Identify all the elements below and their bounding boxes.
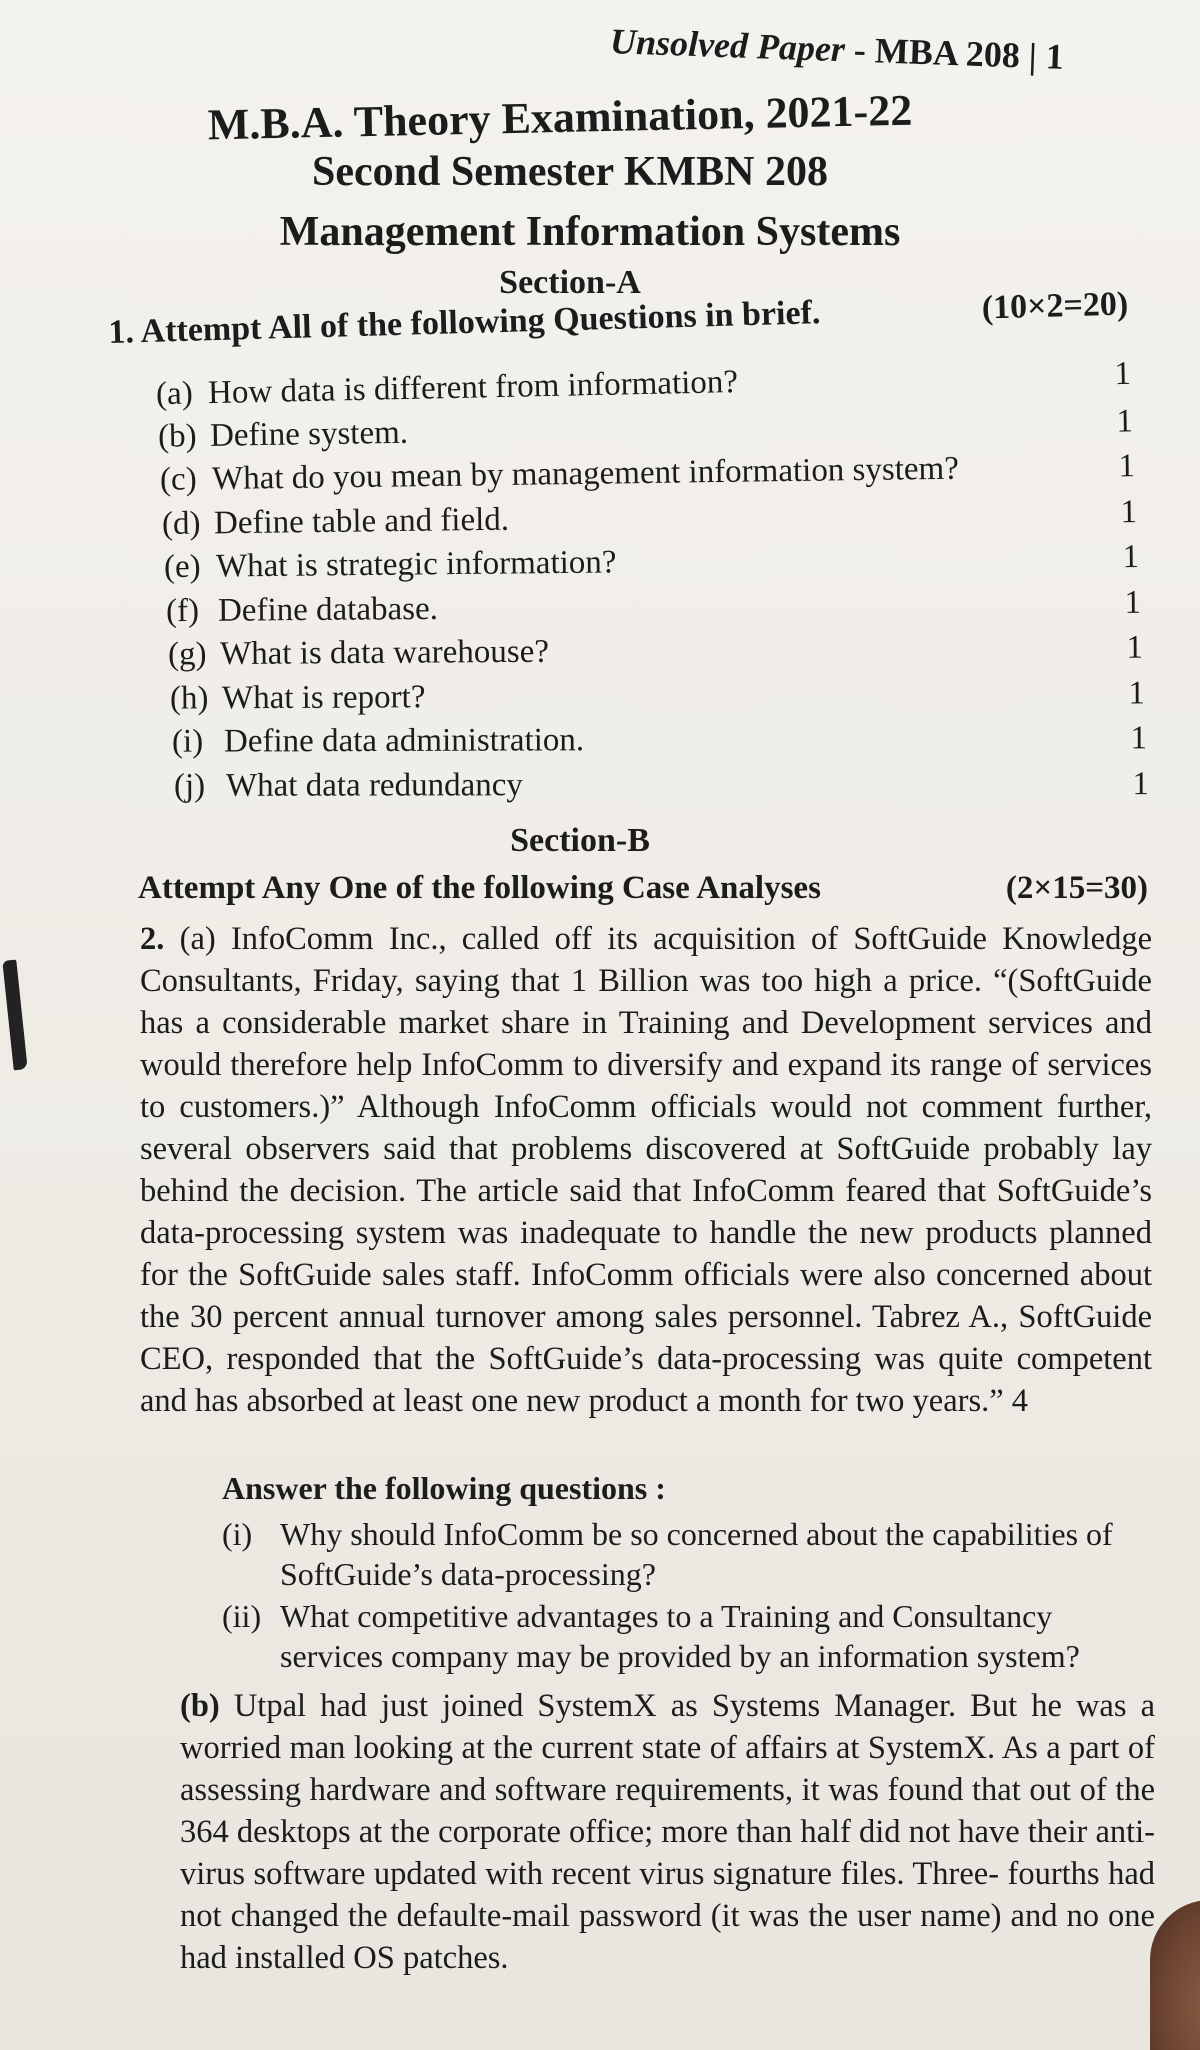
running-head-italic: Unsolved Paper (609, 21, 846, 70)
item-label: (c) (159, 461, 197, 498)
question-2a-case (140, 918, 1152, 1422)
question-2b-case (180, 1685, 1155, 1979)
list-item (222, 1514, 1154, 1594)
item-text: Why should InfoComm be so concerned about the capabilities of SoftGuide’s data-processing? (280, 1516, 1113, 1592)
item-label: (i) (171, 723, 204, 760)
list-item (172, 716, 1147, 764)
section-a-heading: Section-A (499, 264, 641, 301)
item-text: What do you mean by management information system? (211, 450, 960, 498)
section-b-instruction-row (138, 870, 1148, 907)
item-mark: 1 (1114, 355, 1132, 393)
item-mark: 1 (1128, 674, 1146, 712)
list-item (174, 762, 1149, 808)
section-b-marks: (2×15=30) (1005, 870, 1148, 906)
question-1-marks: (10×2=20) (981, 285, 1129, 327)
item-mark: 1 (1122, 538, 1140, 576)
list-item (166, 580, 1141, 633)
question-2b-text: Utpal had just joined SystemX as Systems Manager. But he was a worried man looking at the current state of affairs at SystemX. As a part of assessing hardware and software requirements, it was found that out of the 364 desktops at the corporate office; more than half did not have their anti-virus software updated with recent virus signature files. Three- fourths had not changed the defaulte-mail password (it was the user name) and no one had installed OS patches. (180, 1688, 1155, 1976)
item-text: What competitive advantages to a Training and Consultancy services company may be provided by an information system? (280, 1598, 1080, 1674)
item-text: Define database. (217, 590, 439, 629)
item-label: (j) (173, 767, 206, 804)
item-mark: 1 (1130, 720, 1148, 757)
item-text: How data is different from information? (207, 364, 739, 412)
item-mark: 1 (1132, 765, 1150, 802)
ink-smudge (2, 960, 27, 1071)
section-b-heading: Section-B (510, 822, 650, 859)
question-1-list (155, 355, 1150, 807)
item-text: What is strategic information? (215, 544, 617, 585)
question-1-instruction (108, 294, 821, 352)
list-item (168, 626, 1143, 677)
item-mark: 1 (1118, 448, 1136, 485)
question-2a-subquestions (222, 1514, 1154, 1678)
item-label: (a) (155, 375, 194, 413)
item-mark: 1 (1120, 493, 1138, 530)
item-label: (g) (167, 636, 207, 673)
thumb-shadow (1150, 1900, 1200, 2050)
answer-heading: Answer the following questions : (222, 1470, 666, 1506)
semester-code: Second Semester KMBN 208 (312, 149, 828, 195)
item-mark: 1 (1116, 402, 1134, 440)
list-item (222, 1596, 1154, 1676)
item-text: What is data warehouse? (219, 633, 550, 673)
item-label: (f) (165, 592, 200, 629)
item-label: (i) (222, 1516, 253, 1552)
question-2b-label: (b) (180, 1688, 220, 1724)
question-1-text: Attempt All of the following Questions in brief. (140, 294, 821, 351)
item-mark: 1 (1126, 629, 1144, 666)
item-text: Define system. (209, 414, 409, 454)
section-b-instruction: Attempt Any One of the following Case Analyses (138, 870, 821, 906)
item-text: What data redundancy (225, 766, 523, 804)
item-text: Define table and field. (213, 501, 510, 541)
item-label: (h) (169, 679, 209, 717)
item-label: (ii) (222, 1598, 262, 1634)
question-1-number: 1. (108, 313, 135, 351)
item-label: (e) (163, 548, 201, 586)
subject-title: Management Information Systems (279, 209, 901, 255)
item-mark: 1 (1124, 584, 1142, 621)
question-2a-text: (a) InfoComm Inc., called off its acquisition of SoftGuide Knowledge Consultants, Friday, saying that 1 Billion was too high a price. “(SoftGuide has a considerable market share in Training and Development services and would therefore help InfoComm to diversify and expand its range of services to customers.)” Although InfoComm officials would not comment further, several observers said that problems discovered at SoftGuide probably lay behind the decision. The article said that InfoComm feared that SoftGuide’s data-processing system was inadequate to handle the new products planned for the SoftGuide sales staff. InfoComm officials were also concerned about the 30 percent annual turnover among sales personnel. Tabrez A., SoftGuide CEO, responded that the SoftGuide’s data-processing was quite competent and has absorbed at least one new product a month for two years.” 4 (140, 921, 1152, 1419)
item-label: (d) (161, 504, 201, 542)
item-text: What is report? (221, 678, 426, 716)
item-text: Define data administration. (223, 722, 585, 760)
list-item (170, 671, 1145, 721)
exam-title: M.B.A. Theory Examination, 2021-22 (207, 85, 913, 150)
question-2-number: 2. (140, 921, 165, 957)
item-label: (b) (157, 417, 197, 455)
running-head (609, 20, 1064, 78)
running-head-page: - MBA 208 | 1 (844, 29, 1065, 77)
